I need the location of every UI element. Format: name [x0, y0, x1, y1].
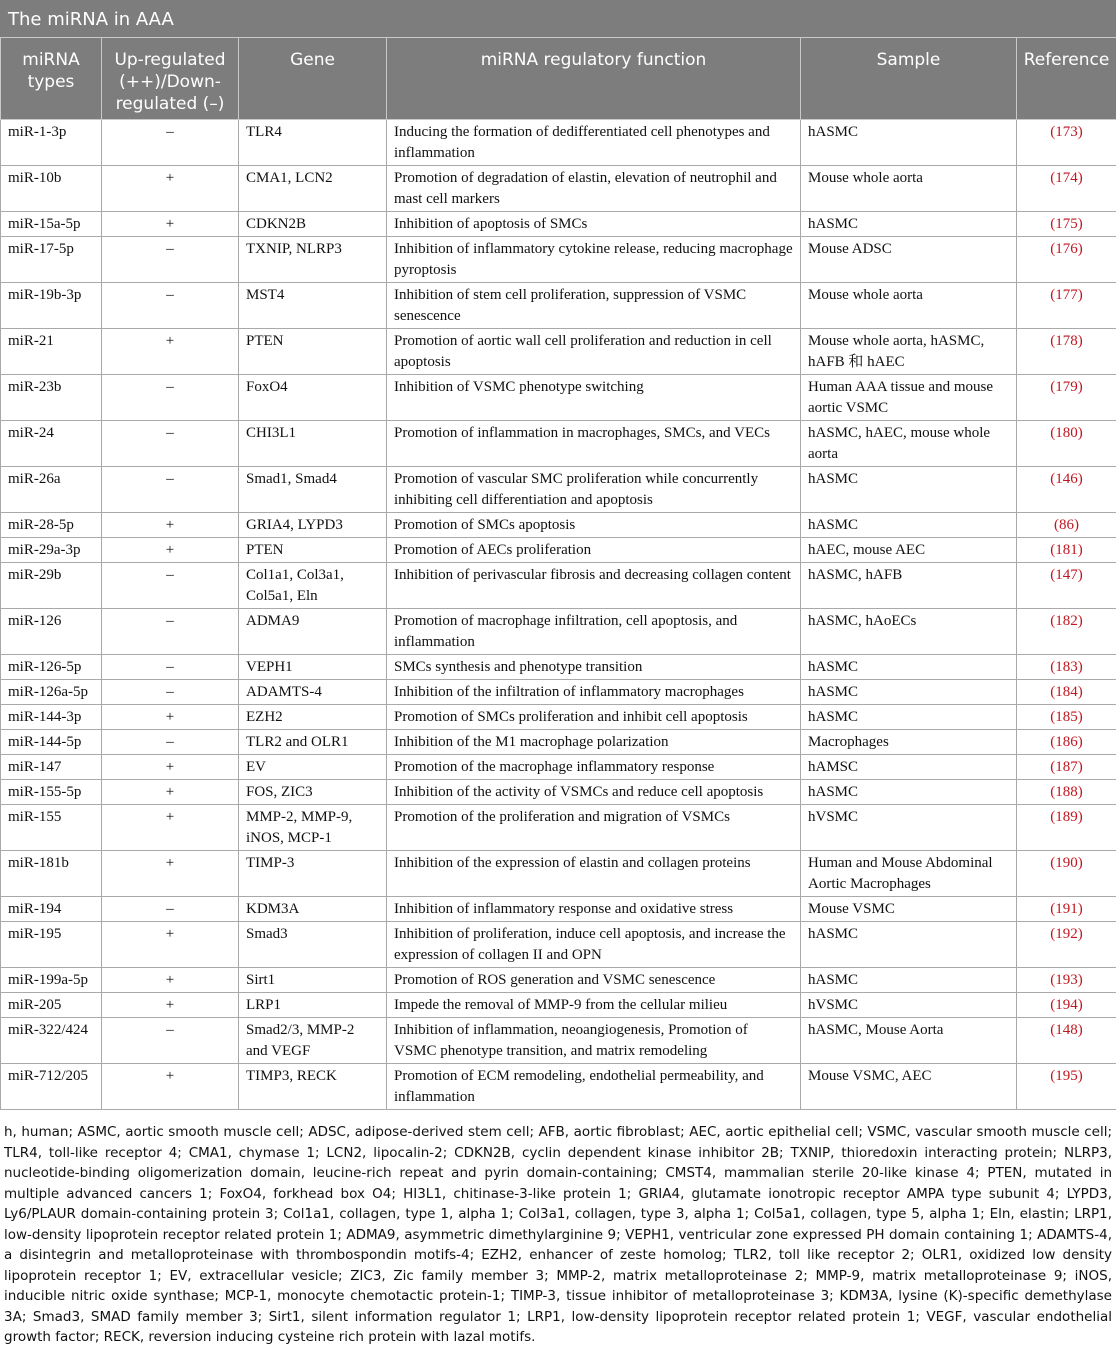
table-row — [1, 563, 1116, 609]
cell-gene: EZH2 — [239, 705, 387, 730]
cell-sample: hASMC, hAFB — [801, 563, 1017, 609]
table-row — [1, 1018, 1116, 1064]
cell-sample: Macrophages — [801, 730, 1017, 755]
cell-mirna: miR-1-3p — [1, 120, 102, 166]
cell-function: Inhibition of the M1 macrophage polarization — [387, 730, 801, 755]
cell-mirna: miR-712/205 — [1, 1064, 102, 1110]
cell-mirna: miR-147 — [1, 755, 102, 780]
cell-mirna: miR-144-5p — [1, 730, 102, 755]
cell-regulation: + — [102, 968, 239, 993]
table-row — [1, 609, 1116, 655]
cell-mirna: miR-144-3p — [1, 705, 102, 730]
cell-sample: hASMC — [801, 922, 1017, 968]
cell-mirna: miR-29b — [1, 563, 102, 609]
cell-regulation: + — [102, 922, 239, 968]
cell-sample: hASMC — [801, 120, 1017, 166]
cell-mirna: miR-24 — [1, 421, 102, 467]
header-mirna-types: miRNA types — [1, 38, 102, 120]
table-row — [1, 705, 1116, 730]
cell-sample: hASMC, hAoECs — [801, 609, 1017, 655]
header-gene: Gene — [239, 38, 387, 120]
cell-sample: hASMC, hAEC, mouse whole aorta — [801, 421, 1017, 467]
table-row — [1, 421, 1116, 467]
cell-sample: hASMC — [801, 680, 1017, 705]
header-regulation: Up-regulated (++)/Down-regulated (–) — [102, 38, 239, 120]
cell-mirna: miR-126-5p — [1, 655, 102, 680]
cell-function: Inhibition of VSMC phenotype switching — [387, 375, 801, 421]
cell-reference[interactable]: (177) — [1017, 283, 1116, 329]
cell-regulation: – — [102, 237, 239, 283]
cell-function: Inhibition of inflammation, neoangiogenesis, Promotion of VSMC phenotype transition, and matrix remodeling — [387, 1018, 801, 1064]
cell-function: Promotion of the proliferation and migration of VSMCs — [387, 805, 801, 851]
cell-reference[interactable]: (186) — [1017, 730, 1116, 755]
cell-function: Promotion of inflammation in macrophages, SMCs, and VECs — [387, 421, 801, 467]
cell-function: Promotion of SMCs apoptosis — [387, 513, 801, 538]
cell-gene: CDKN2B — [239, 212, 387, 237]
cell-regulation: – — [102, 120, 239, 166]
cell-mirna: miR-29a-3p — [1, 538, 102, 563]
cell-function: Inhibition of the expression of elastin and collagen proteins — [387, 851, 801, 897]
cell-sample: Mouse whole aorta — [801, 166, 1017, 212]
cell-reference[interactable]: (146) — [1017, 467, 1116, 513]
cell-reference[interactable]: (174) — [1017, 166, 1116, 212]
cell-reference[interactable]: (182) — [1017, 609, 1116, 655]
cell-mirna: miR-205 — [1, 993, 102, 1018]
cell-mirna: miR-126a-5p — [1, 680, 102, 705]
cell-gene: EV — [239, 755, 387, 780]
cell-reference[interactable]: (188) — [1017, 780, 1116, 805]
cell-function: Inhibition of inflammatory response and oxidative stress — [387, 897, 801, 922]
cell-mirna: miR-181b — [1, 851, 102, 897]
table-row — [1, 513, 1116, 538]
cell-sample: Human and Mouse Abdominal Aortic Macrophages — [801, 851, 1017, 897]
cell-function: Promotion of ECM remodeling, endothelial permeability, and inflammation — [387, 1064, 801, 1110]
table-caption: The miRNA in AAA — [0, 0, 1116, 37]
cell-sample: hASMC — [801, 705, 1017, 730]
cell-sample: Human AAA tissue and mouse aortic VSMC — [801, 375, 1017, 421]
cell-function: Inhibition of inflammatory cytokine release, reducing macrophage pyroptosis — [387, 237, 801, 283]
cell-function: Inhibition of proliferation, induce cell apoptosis, and increase the expression of collagen II and OPN — [387, 922, 801, 968]
cell-sample: hASMC — [801, 780, 1017, 805]
cell-reference[interactable]: (175) — [1017, 212, 1116, 237]
cell-regulation: – — [102, 421, 239, 467]
cell-gene: KDM3A — [239, 897, 387, 922]
cell-gene: CMA1, LCN2 — [239, 166, 387, 212]
cell-mirna: miR-10b — [1, 166, 102, 212]
cell-gene: CHI3L1 — [239, 421, 387, 467]
cell-gene: GRIA4, LYPD3 — [239, 513, 387, 538]
cell-sample: hASMC, Mouse Aorta — [801, 1018, 1017, 1064]
cell-reference[interactable]: (184) — [1017, 680, 1116, 705]
table-row — [1, 805, 1116, 851]
cell-function: Promotion of SMCs proliferation and inhibit cell apoptosis — [387, 705, 801, 730]
cell-reference[interactable]: (148) — [1017, 1018, 1116, 1064]
cell-mirna: miR-322/424 — [1, 1018, 102, 1064]
table-footnote: h, human; ASMC, aortic smooth muscle cell; ADSC, adipose-derived stem cell; AFB, aortic fibroblast; AEC, aortic epithelial cell; VSMC, vascular smooth muscle cell; TLR4, toll-like receptor 4; CMA1, chymase 1; LCN2, lipocalin-2; CDKN2B, cyclin dependent kinase inhibitor 2B; TXNIP, thioredoxin interacting protein; NLRP3, nucleotide-binding oligomerization domain, leucine-rich repeat and pyrin domain-containing; CMST4, mammalian sterile 20-like kinase 4; PTEN, mutated in multiple advanced cancers 1; FoxO4, forkhead box O4; HI3L1, chitinase-3-like protein 1; GRIA4, glutamate ionotropic receptor AMPA type subunit 4; LYPD3, Ly6/PLAUR domain-containing protein 3; Col1a1, collagen, type 1, alpha 1; Col3a1, collagen, type 3, alpha 1; Col5a1, collagen, type 5, alpha 1; Eln, elastin; LRP1, low-density lipoprotein receptor related protein 1; ADMA9, asymmetric dimethylarginine 9; VEPH1, ventricular zone expressed PH domain containing 1; ADAMTS-4, a disintegrin and metalloproteinase with thrombospondin motifs-4; EZH2, enhancer of zeste homolog; TLR2, toll like receptor 2; OLR1, oxidized low density lipoprotein receptor 1; EV, extracellular vesicle; ZIC3, Zic family member 3; MMP-2, matrix metalloproteinase 2; MMP-9, matrix metalloproteinase 9; iNOS, inducible nitric oxide synthase; MCP-1, monocyte chemotactic protein-1; TIMP-3, tissue inhibitor of metalloproteinase 3; KDM3A, lysine (K)-specific demethylase 3A; Smad3, SMAD family member 3; Sirt1, silent information regulator 1; LRP1, low-density lipoprotein receptor related protein 1; VEGF, vascular endothelial growth factor; RECK, reversion inducing cysteine rich protein with lazal motifs. — [0, 1110, 1116, 1348]
cell-gene: FOS, ZIC3 — [239, 780, 387, 805]
cell-function: Inhibition of perivascular fibrosis and decreasing collagen content — [387, 563, 801, 609]
table-row — [1, 922, 1116, 968]
cell-function: Inducing the formation of dedifferentiated cell phenotypes and inflammation — [387, 120, 801, 166]
cell-function: Promotion of degradation of elastin, elevation of neutrophil and mast cell markers — [387, 166, 801, 212]
cell-reference[interactable]: (189) — [1017, 805, 1116, 851]
cell-regulation: – — [102, 730, 239, 755]
table-row — [1, 212, 1116, 237]
cell-regulation: + — [102, 212, 239, 237]
cell-sample: Mouse ADSC — [801, 237, 1017, 283]
table-row — [1, 237, 1116, 283]
cell-mirna: miR-28-5p — [1, 513, 102, 538]
cell-gene: PTEN — [239, 538, 387, 563]
cell-sample: hVSMC — [801, 993, 1017, 1018]
cell-reference[interactable]: (178) — [1017, 329, 1116, 375]
cell-regulation: + — [102, 993, 239, 1018]
cell-function: Impede the removal of MMP-9 from the cellular milieu — [387, 993, 801, 1018]
cell-regulation: – — [102, 375, 239, 421]
cell-reference[interactable]: (176) — [1017, 237, 1116, 283]
cell-gene: Smad1, Smad4 — [239, 467, 387, 513]
cell-reference[interactable]: (193) — [1017, 968, 1116, 993]
cell-gene: Sirt1 — [239, 968, 387, 993]
table-row — [1, 166, 1116, 212]
table-row — [1, 897, 1116, 922]
cell-gene: VEPH1 — [239, 655, 387, 680]
cell-reference[interactable]: (173) — [1017, 120, 1116, 166]
cell-regulation: + — [102, 329, 239, 375]
table-row — [1, 538, 1116, 563]
table-row — [1, 120, 1116, 166]
cell-mirna: miR-23b — [1, 375, 102, 421]
table-row — [1, 1064, 1116, 1110]
cell-gene: Smad3 — [239, 922, 387, 968]
cell-function: Inhibition of apoptosis of SMCs — [387, 212, 801, 237]
table-row — [1, 283, 1116, 329]
cell-sample: hAEC, mouse AEC — [801, 538, 1017, 563]
cell-gene: Col1a1, Col3a1, Col5a1, Eln — [239, 563, 387, 609]
cell-regulation: – — [102, 563, 239, 609]
cell-mirna: miR-17-5p — [1, 237, 102, 283]
cell-sample: Mouse VSMC — [801, 897, 1017, 922]
cell-reference[interactable]: (180) — [1017, 421, 1116, 467]
table-row — [1, 780, 1116, 805]
table-row — [1, 755, 1116, 780]
cell-reference[interactable]: (192) — [1017, 922, 1116, 968]
cell-function: Promotion of aortic wall cell proliferation and reduction in cell apoptosis — [387, 329, 801, 375]
cell-function: Inhibition of the infiltration of inflammatory macrophages — [387, 680, 801, 705]
cell-gene: Smad2/3, MMP-2 and VEGF — [239, 1018, 387, 1064]
cell-reference[interactable]: (179) — [1017, 375, 1116, 421]
header-row — [1, 38, 1116, 120]
cell-reference[interactable]: (187) — [1017, 755, 1116, 780]
cell-function: Promotion of vascular SMC proliferation while concurrently inhibiting cell differentiation and apoptosis — [387, 467, 801, 513]
cell-gene: TLR2 and OLR1 — [239, 730, 387, 755]
table-row — [1, 851, 1116, 897]
cell-sample: hASMC — [801, 212, 1017, 237]
cell-regulation: – — [102, 283, 239, 329]
cell-gene: MST4 — [239, 283, 387, 329]
table-row — [1, 968, 1116, 993]
header-sample: Sample — [801, 38, 1017, 120]
cell-function: Promotion of ROS generation and VSMC senescence — [387, 968, 801, 993]
cell-reference[interactable]: (183) — [1017, 655, 1116, 680]
cell-mirna: miR-26a — [1, 467, 102, 513]
cell-function: Promotion of macrophage infiltration, cell apoptosis, and inflammation — [387, 609, 801, 655]
cell-gene: TIMP3, RECK — [239, 1064, 387, 1110]
cell-reference[interactable]: (181) — [1017, 538, 1116, 563]
cell-reference[interactable]: (195) — [1017, 1064, 1116, 1110]
cell-regulation: – — [102, 609, 239, 655]
cell-reference[interactable]: (190) — [1017, 851, 1116, 897]
cell-gene: ADAMTS-4 — [239, 680, 387, 705]
cell-regulation: – — [102, 655, 239, 680]
cell-function: Promotion of AECs proliferation — [387, 538, 801, 563]
cell-function: SMCs synthesis and phenotype transition — [387, 655, 801, 680]
cell-sample: Mouse whole aorta, hASMC, hAFB 和 hAEC — [801, 329, 1017, 375]
cell-sample: hASMC — [801, 467, 1017, 513]
cell-regulation: – — [102, 467, 239, 513]
cell-function: Promotion of the macrophage inflammatory response — [387, 755, 801, 780]
cell-mirna: miR-19b-3p — [1, 283, 102, 329]
table-body — [1, 120, 1116, 1110]
cell-regulation: + — [102, 1064, 239, 1110]
cell-mirna: miR-155-5p — [1, 780, 102, 805]
cell-gene: PTEN — [239, 329, 387, 375]
cell-regulation: + — [102, 538, 239, 563]
cell-mirna: miR-199a-5p — [1, 968, 102, 993]
table-row — [1, 467, 1116, 513]
cell-regulation: + — [102, 166, 239, 212]
cell-sample: Mouse VSMC, AEC — [801, 1064, 1017, 1110]
cell-sample: hVSMC — [801, 805, 1017, 851]
cell-reference[interactable]: (191) — [1017, 897, 1116, 922]
cell-regulation: + — [102, 851, 239, 897]
cell-gene: LRP1 — [239, 993, 387, 1018]
cell-regulation: – — [102, 1018, 239, 1064]
cell-regulation: + — [102, 513, 239, 538]
table-row — [1, 329, 1116, 375]
table-row — [1, 730, 1116, 755]
table-row — [1, 680, 1116, 705]
cell-gene: MMP-2, MMP-9, iNOS, MCP-1 — [239, 805, 387, 851]
cell-reference[interactable]: (194) — [1017, 993, 1116, 1018]
table-row — [1, 375, 1116, 421]
cell-regulation: + — [102, 805, 239, 851]
cell-mirna: miR-21 — [1, 329, 102, 375]
cell-reference[interactable]: (147) — [1017, 563, 1116, 609]
cell-gene: ADMA9 — [239, 609, 387, 655]
cell-sample: hASMC — [801, 513, 1017, 538]
header-reference: Reference — [1017, 38, 1116, 120]
cell-mirna: miR-195 — [1, 922, 102, 968]
cell-regulation: + — [102, 755, 239, 780]
cell-mirna: miR-15a-5p — [1, 212, 102, 237]
cell-mirna: miR-126 — [1, 609, 102, 655]
cell-gene: TXNIP, NLRP3 — [239, 237, 387, 283]
cell-sample: hASMC — [801, 968, 1017, 993]
cell-gene: TLR4 — [239, 120, 387, 166]
cell-reference[interactable]: (86) — [1017, 513, 1116, 538]
cell-function: Inhibition of stem cell proliferation, suppression of VSMC senescence — [387, 283, 801, 329]
cell-sample: hASMC — [801, 655, 1017, 680]
cell-regulation: – — [102, 897, 239, 922]
cell-sample: hAMSC — [801, 755, 1017, 780]
cell-function: Inhibition of the activity of VSMCs and reduce cell apoptosis — [387, 780, 801, 805]
table-row — [1, 993, 1116, 1018]
table-row — [1, 655, 1116, 680]
cell-regulation: – — [102, 680, 239, 705]
header-function: miRNA regulatory function — [387, 38, 801, 120]
cell-regulation: + — [102, 780, 239, 805]
cell-gene: TIMP-3 — [239, 851, 387, 897]
cell-reference[interactable]: (185) — [1017, 705, 1116, 730]
cell-mirna: miR-155 — [1, 805, 102, 851]
mirna-table — [0, 37, 1116, 1110]
cell-mirna: miR-194 — [1, 897, 102, 922]
cell-sample: Mouse whole aorta — [801, 283, 1017, 329]
cell-gene: FoxO4 — [239, 375, 387, 421]
cell-regulation: + — [102, 705, 239, 730]
